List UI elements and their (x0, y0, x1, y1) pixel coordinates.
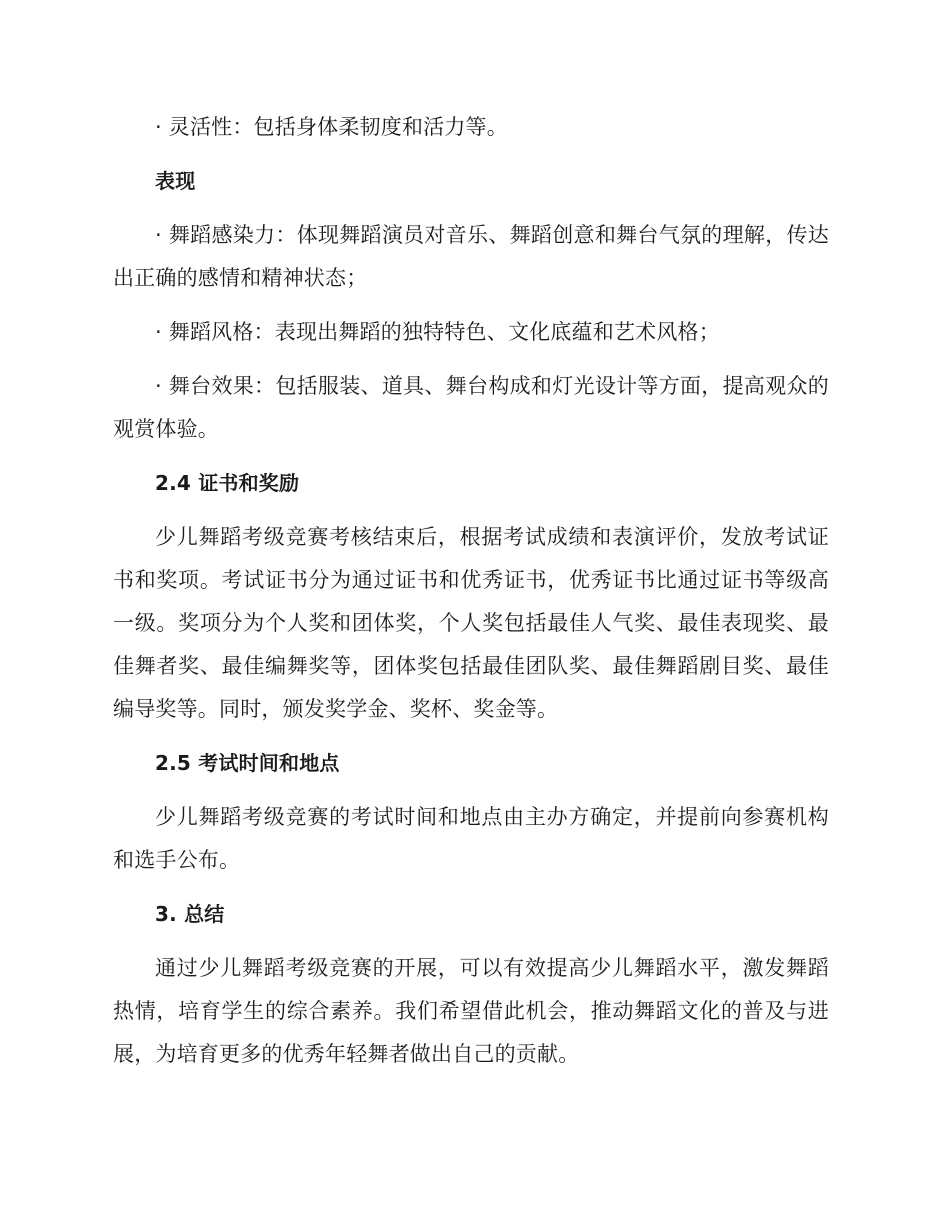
heading-performance: 表现 (155, 169, 196, 193)
heading-certificates-awards: 2.4 证书和奖励 (155, 471, 300, 495)
bullet-dance-style: · 舞蹈风格：表现出舞蹈的独特特色、文化底蕴和艺术风格； (155, 320, 720, 344)
bullet-stage-effect: · 舞台效果：包括服装、道具、舞台构成和灯光设计等方面，提高观众的观赏体验。 (113, 374, 829, 441)
bullet-dance-appeal: · 舞蹈感染力：体现舞蹈演员对音乐、舞蹈创意和舞台气氛的理解，传达出正确的感情和精神状态； (113, 223, 829, 290)
bullet-flexibility: · 灵活性：包括身体柔韧度和活力等。 (155, 115, 508, 139)
paragraph-exam-time-place: 少儿舞蹈考级竞赛的考试时间和地点由主办方确定，并提前向参赛机构和选手公布。 (113, 805, 829, 872)
document-content (113, 106, 829, 1087)
heading-exam-time-place: 2.5 考试时间和地点 (155, 751, 340, 775)
paragraph-certificates-awards: 少儿舞蹈考级竞赛考核结束后，根据考试成绩和表演评价，发放考试证书和奖项。考试证书分为通过证书和优秀证书，优秀证书比通过证书等级高一级。奖项分为个人奖和团体奖，个人奖包括最佳人气奖、最佳表现奖、最佳舞者奖、最佳编舞奖等，团体奖包括最佳团队奖、最佳舞蹈剧目奖、最佳编导奖等。同时，颁发奖学金、奖杯、奖金等。 (113, 525, 829, 721)
heading-summary: 3. 总结 (155, 902, 225, 926)
paragraph-summary: 通过少儿舞蹈考级竞赛的开展，可以有效提高少儿舞蹈水平，激发舞蹈热情，培育学生的综合素养。我们希望借此机会，推动舞蹈文化的普及与进展，为培育更多的优秀年轻舞者做出自己的贡献。 (113, 956, 829, 1066)
